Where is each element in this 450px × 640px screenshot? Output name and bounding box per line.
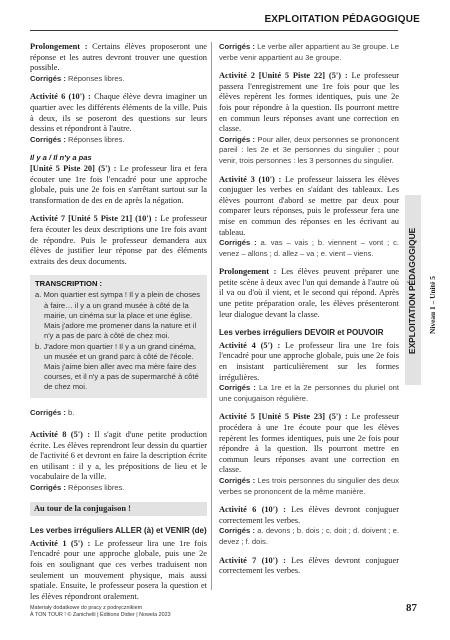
activity-heading: Activité 4 (5') : (219, 340, 281, 350)
activity-heading: Activité 6 (10') : (30, 92, 91, 102)
left-prolongement (30, 42, 207, 84)
activity-body: Les élèves peuvent préparer une petite scène à deux avec l'un qui demande à l'autre où il va ou d'où il vient, et le second qui répond. Après une petite préparation orale, les élèves présenteront leur dialogue devant la classe. (219, 267, 399, 319)
section-title: Les verbes irréguliers ALLER (à) et VENIR (de) (30, 526, 207, 536)
corriges-label: Corrigés : (30, 483, 66, 493)
activity-body: Le professeur lira une 1re fois l'encadré pour une approche globale, puis une 2e fois en soulignant que ces verbes traduisent non seulement un mouvement physique, mais aussi spatiale. Ensuite, le professeur posera la question et les élèves répondront oralement. (30, 538, 207, 601)
transcription-item: b. J'adore mon quartier ! Il y a un grand cinéma, un musée et un grand parc à côté de l'école. Mais j'aime bien aller avec ma mère faire des courses, et il n'y a pas de supermarché à côté de chez moi. (35, 341, 199, 392)
side-unit-label: Niveau 1 – Unité 5 (428, 276, 437, 335)
corriges-label: Corrigés : (219, 383, 256, 393)
footer (30, 605, 171, 618)
right-corriges (219, 42, 399, 63)
corriges-text: Réponses libres. (65, 483, 125, 493)
activity-heading: Activité 2 [Unité 5 Piste 22] (5') : (219, 71, 348, 81)
header-rule (30, 30, 398, 31)
corriges-label: Corrigés : (219, 42, 255, 51)
corriges-text: a. devons ; b. dois ; c. doit ; d. doivent ; e. devez ; f. dois. (219, 526, 399, 546)
left-activity-6 (30, 92, 207, 145)
activity-heading: Activité 6 (10') : (219, 505, 286, 515)
activity-heading: [Unité 5 Piste 20] (5') : (30, 163, 117, 173)
left-activity-8 (30, 430, 207, 494)
conjugaison-bar: Au tour de la conjugaison ! (30, 502, 207, 517)
corriges-text: Pour aller, deux personnes se prononcent pareil : les 2e et 3e personnes du singulier ; pour venir, trois personnes : les 3 personnes du singulier. (219, 134, 399, 165)
left-il-y-a (30, 153, 207, 206)
corriges-label: Corrigés : (219, 475, 256, 485)
activity-heading: Activité 7 [Unité 5 Piste 21] (10') : (30, 214, 158, 224)
corriges-text: Réponses libres. (65, 134, 125, 144)
right-activity-5 (219, 412, 399, 497)
section-title: Il y a / Il n'y a pas (30, 153, 92, 163)
activity-body: Les élèves devront conjuguer correctement les verbes. (219, 505, 399, 525)
page-number: 87 (406, 602, 417, 614)
transcription-item: a. Mon quartier est sympa ! Il y a plein de choses à faire… il y a un grand musée à côté de la mairie, un cinéma sur la place et une église. Mais j'adore me promener dans la nature et il n'y a pas de parc à côté de chez moi. (35, 290, 201, 341)
section-title: Les verbes irréguliers DEVOIR et POUVOIR (219, 328, 384, 338)
right-column (219, 42, 399, 585)
column-divider (211, 42, 212, 590)
transcription-title: TRANSCRIPTION : (35, 279, 103, 289)
activity-body: Certains élèves proposeront une réponse et les autres devront trouver une question possible. (30, 42, 207, 73)
left-activity-7 (30, 214, 207, 267)
corriges-label: Corrigés : (30, 407, 66, 417)
corriges-text: La 1re et la 2e personnes du pluriel ont une conjugaison régulière. (219, 383, 399, 403)
corriges-label: Corrigés : (30, 134, 66, 144)
activity-heading: Prolongement : (30, 42, 88, 51)
corriges-text: Le verbe aller appartient au 3e groupe. Le verbe venir appartient au 3e groupe. (219, 42, 399, 62)
corriges-label: Corrigés : (219, 238, 257, 248)
corriges-label: Corrigés : (219, 134, 256, 144)
activity-heading: Activité 5 [Unité 5 Piste 23] (5') : (219, 412, 348, 422)
left-conj-activity-1 (30, 539, 207, 603)
activity-body: Le professeur procédera à une 1re écoute pour que les élèves repèrent les formes identiques, puis une 2e fois pour répondre à la question. Ils pourront mettre en commun leurs réponses avant une correction en classe. (219, 412, 399, 475)
activity-heading: Activité 1 (5') : (30, 538, 91, 548)
activity-body: Chaque élève devra imaginer un quartier avec les différents éléments de la ville. Puis à deux, ils se poseront des questions sur leurs dessins et répondront à l'autre. (30, 92, 207, 134)
right-activity-7 (219, 556, 399, 577)
activity-body: Le professeur lira et fera écouter une 1re fois l'encadré pour une approche globale, puis une 2e fois en s'arrêtant surtout sur la transformation de des en de après la négation. (30, 163, 207, 205)
corriges-text: Réponses libres. (65, 73, 125, 83)
corriges-text: Les trois personnes du singulier des deux verbes se prononcent de la même manière. (219, 475, 399, 496)
footer-line: Materiały dodatkowe do pracy z podręcznikiem (30, 605, 143, 611)
corriges-label: Corrigés : (219, 526, 255, 536)
activity-body: Le professeur passera l'enregistrement une 1re fois pour que les élèves repèrent les formes identiques, puis une 2e fois pour répondre à la question. Ils pourront mettre en commun leurs réponses avant une correction en classe. (219, 71, 399, 134)
activity-body: Il s'agit d'une petite production écrite. Les élèves reprendront leur dessin du quartier de l'activité 6 et devront en faire la description écrite en utilisant : il y a, les prépositions de lieu et le vocabulaire de la ville. (30, 430, 207, 482)
right-prolongement (219, 267, 399, 320)
footer-line: À TON TOUR ! © Zanichelli | Éditions Didier | Nowela 2023 (30, 611, 171, 618)
corriges-text: a. vas – vais ; b. viennent – vont ; c. venez – allons ; d. allez – va ; e. vient – viens. (219, 238, 399, 258)
activity-body: Les élèves devront conjuguer correctement les verbes. (219, 555, 399, 576)
header-title: EXPLOITATION PÉDAGOGIQUE (264, 14, 420, 25)
right-activity-6 (219, 505, 399, 547)
activity-body: Le professeur fera écouter les deux descriptions une 1re fois avant de répondre. Puis le professeur demandera aux élèves de justifier leur réponse par des éléments extraits des deux documents. (30, 214, 207, 266)
activity-heading: Prolongement : (219, 267, 277, 277)
right-activity-4 (219, 341, 399, 405)
activity-body: Le professeur lira une 1re fois l'encadré pour une approche globale, puis une 2e fois en insistant particulièrement sur les formes irrégulières. (219, 340, 399, 382)
activity-body: Le professeur laissera les élèves conjuguer les verbes en s'aidant des tableaux. Les élèves pourront d'abord se mettre par deux pour comparer leurs réponses, puis le professeur fera une mise en commun des réponses en les écrivant au tableau. (219, 174, 399, 237)
activity-heading: Activité 8 (5') : (30, 430, 91, 440)
corriges-label: Corrigés : (30, 73, 66, 83)
right-activity-2 (219, 71, 399, 166)
left-column (30, 42, 207, 610)
left-corriges-b (30, 408, 207, 419)
activity-heading: Activité 7 (10') : (219, 555, 286, 565)
transcription-box (30, 275, 207, 397)
activity-heading: Activité 3 (10') : (219, 174, 282, 184)
right-activity-3 (219, 175, 399, 260)
side-tab-label: EXPLOITATION PÉDAGOGIQUE (407, 227, 417, 354)
corriges-text: b. (65, 407, 75, 417)
